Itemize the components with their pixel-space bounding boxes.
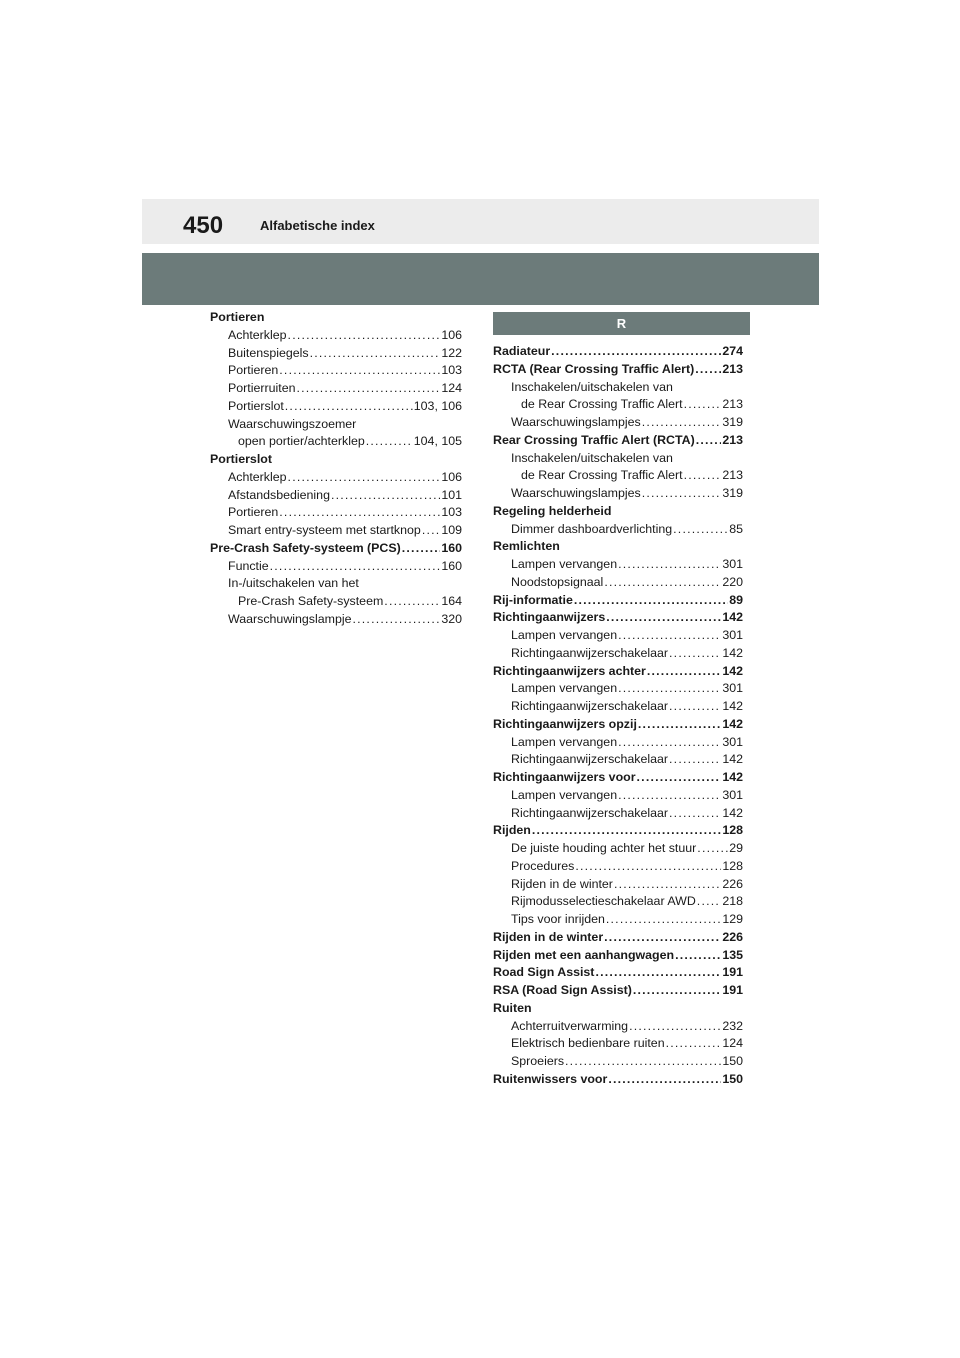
page-reference: 129 bbox=[722, 912, 743, 926]
index-entry bbox=[493, 769, 743, 787]
index-entry bbox=[210, 451, 462, 469]
index-subentry bbox=[493, 805, 743, 823]
entry-label: Portierslot bbox=[210, 452, 272, 466]
index-subentry bbox=[210, 487, 462, 505]
leader-dots bbox=[629, 1018, 721, 1036]
section-title: Alfabetische index bbox=[260, 218, 375, 233]
entry-label: Dimmer dashboardverlichting bbox=[511, 521, 673, 536]
entry-label: Afstandsbediening bbox=[228, 487, 330, 502]
entry-label: Smart entry-systeem met startknop bbox=[228, 523, 421, 537]
entry-label: Road Sign Assist bbox=[493, 965, 595, 980]
leader-dots bbox=[618, 556, 721, 574]
page-reference: 128 bbox=[722, 858, 743, 873]
leader-dots bbox=[642, 414, 722, 432]
index-subentry bbox=[493, 467, 743, 485]
index-entry bbox=[493, 361, 743, 379]
entry-label: Portierslot bbox=[228, 398, 284, 413]
entry-label: Inschakelen/uitschakelen van bbox=[511, 450, 673, 465]
index-subentry bbox=[493, 396, 743, 414]
entry-label: Rijden bbox=[493, 823, 531, 838]
index-entry bbox=[493, 343, 743, 361]
page-reference: 150 bbox=[722, 1071, 743, 1086]
leader-dots bbox=[532, 822, 721, 840]
page-number: 450 bbox=[183, 212, 224, 239]
leader-dots bbox=[642, 485, 722, 503]
entry-label: Lampen vervangen bbox=[511, 557, 618, 571]
entry-label: Richtingaanwijzers bbox=[493, 610, 606, 625]
entry-label: Elektrisch bedienbare ruiten bbox=[511, 1036, 665, 1051]
entry-label: Functie bbox=[228, 558, 269, 573]
page-reference: 160 bbox=[441, 558, 462, 573]
entry-label: Pre-Crash Safety-systeem bbox=[238, 594, 384, 608]
index-subentry bbox=[493, 698, 743, 716]
index-entry bbox=[493, 947, 743, 965]
page-reference: 142 bbox=[722, 752, 743, 767]
index-entry bbox=[493, 716, 743, 734]
entry-label: Rear Crossing Traffic Alert (RCTA) bbox=[493, 432, 695, 447]
entry-label: Rij-informatie bbox=[493, 592, 573, 607]
page-reference: 106 bbox=[441, 327, 462, 342]
leader-dots bbox=[618, 627, 721, 645]
index-subentry bbox=[493, 1053, 743, 1071]
entry-label: Ruiten bbox=[493, 1000, 532, 1015]
entry-label: Radiateur bbox=[493, 344, 551, 358]
page-reference: 142 bbox=[722, 610, 743, 625]
entry-label: Achterklep bbox=[228, 327, 287, 342]
page-reference: 142 bbox=[722, 645, 743, 660]
leader-dots bbox=[366, 433, 413, 451]
page-reference: 103, 106 bbox=[413, 398, 462, 413]
entry-label: Waarschuwingslampjes bbox=[511, 415, 641, 429]
page-reference: 101 bbox=[441, 487, 462, 502]
page-reference: 142 bbox=[722, 699, 743, 713]
letter-header: R bbox=[493, 312, 750, 335]
header-bar bbox=[142, 199, 819, 244]
entry-label: Waarschuwingszoemer bbox=[228, 416, 357, 431]
index-subentry bbox=[210, 416, 462, 434]
entry-label: Ruitenwissers voor bbox=[493, 1071, 608, 1086]
index-column-left bbox=[210, 309, 462, 629]
entry-label: Rijden in de winter bbox=[493, 929, 604, 944]
index-subentry bbox=[493, 627, 743, 645]
leader-dots bbox=[565, 1053, 721, 1071]
page-reference: 103 bbox=[441, 363, 462, 378]
leader-dots bbox=[288, 327, 441, 345]
entry-label: Waarschuwingslampjes bbox=[511, 486, 641, 500]
index-entry bbox=[493, 929, 743, 947]
leader-dots bbox=[633, 982, 721, 1000]
page-reference: 89 bbox=[729, 592, 743, 607]
page-reference: 103 bbox=[441, 505, 462, 520]
index-subentry bbox=[493, 734, 743, 752]
leader-dots bbox=[695, 361, 721, 379]
page-reference: 213 bbox=[722, 468, 743, 483]
leader-dots bbox=[604, 929, 721, 947]
index-entry bbox=[493, 503, 743, 521]
leader-dots bbox=[279, 504, 440, 522]
page-reference: 226 bbox=[722, 929, 743, 944]
entry-label: Rijden in de winter bbox=[511, 876, 613, 891]
leader-dots bbox=[675, 947, 721, 965]
entry-label: Portierruiten bbox=[228, 381, 296, 395]
leader-dots bbox=[673, 521, 728, 539]
entry-label: de Rear Crossing Traffic Alert bbox=[521, 468, 683, 483]
page-reference: 109 bbox=[441, 523, 462, 537]
header-band bbox=[142, 253, 819, 305]
index-subentry bbox=[210, 362, 462, 380]
index-column-right bbox=[493, 312, 743, 1089]
index-list-right bbox=[493, 343, 743, 1089]
entry-label: Buitenspiegels bbox=[228, 345, 309, 360]
leader-dots bbox=[353, 611, 441, 629]
index-subentry bbox=[493, 574, 743, 592]
page-reference: 274 bbox=[722, 344, 743, 358]
entry-label: Tips voor inrijden bbox=[511, 912, 605, 926]
entry-label: Remlichten bbox=[493, 539, 560, 554]
leader-dots bbox=[422, 522, 441, 540]
index-entry bbox=[493, 592, 743, 610]
leader-dots bbox=[697, 893, 722, 911]
page-reference: 301 bbox=[722, 787, 743, 802]
leader-dots bbox=[614, 876, 721, 894]
leader-dots bbox=[331, 487, 440, 505]
page-reference: 213 bbox=[722, 361, 743, 376]
index-subentry bbox=[493, 1018, 743, 1036]
leader-dots bbox=[279, 362, 440, 380]
page-reference: 319 bbox=[722, 486, 743, 500]
page-reference: 29 bbox=[729, 841, 743, 855]
index-subentry bbox=[493, 680, 743, 698]
page-reference: 213 bbox=[722, 432, 743, 447]
leader-dots bbox=[285, 398, 413, 416]
entry-label: Sproeiers bbox=[511, 1054, 565, 1068]
entry-label: RSA (Road Sign Assist) bbox=[493, 983, 632, 997]
entry-label: Pre-Crash Safety-systeem (PCS) bbox=[210, 540, 401, 555]
entry-label: Lampen vervangen bbox=[511, 787, 618, 802]
leader-dots bbox=[608, 1071, 721, 1089]
index-entry bbox=[210, 540, 462, 558]
entry-label: Richtingaanwijzerschakelaar bbox=[511, 699, 669, 713]
index-subentry bbox=[493, 893, 743, 911]
page-reference: 106 bbox=[441, 469, 462, 484]
leader-dots bbox=[604, 574, 721, 592]
page-reference: 150 bbox=[722, 1054, 743, 1068]
page-reference: 122 bbox=[441, 345, 462, 360]
leader-dots bbox=[684, 396, 722, 414]
index-subentry bbox=[210, 398, 462, 416]
index-subentry bbox=[210, 593, 462, 611]
entry-label: Portieren bbox=[210, 310, 265, 324]
index-entry bbox=[493, 982, 743, 1000]
leader-dots bbox=[647, 663, 721, 681]
page-reference: 213 bbox=[722, 397, 743, 412]
index-subentry bbox=[493, 751, 743, 769]
page-reference: 218 bbox=[722, 894, 743, 909]
page-reference: 104, 105 bbox=[413, 434, 462, 449]
leader-dots bbox=[551, 343, 721, 361]
entry-label: Rijmodusselectieschakelaar AWD bbox=[511, 894, 696, 909]
entry-label: Richtingaanwijzers achter bbox=[493, 663, 646, 678]
leader-dots bbox=[669, 805, 721, 823]
leader-dots bbox=[402, 540, 441, 558]
page-reference: 142 bbox=[722, 663, 743, 678]
index-entry bbox=[493, 663, 743, 681]
entry-label: In-/uitschakelen van het bbox=[228, 576, 359, 591]
entry-label: Portieren bbox=[228, 505, 279, 520]
page-reference: 142 bbox=[722, 716, 743, 731]
entry-label: Richtingaanwijzerschakelaar bbox=[511, 752, 669, 767]
page-reference: 128 bbox=[722, 823, 743, 838]
entry-label: Achterruitverwarming bbox=[511, 1018, 629, 1033]
entry-label: open portier/achterklep bbox=[238, 434, 365, 449]
index-subentry bbox=[210, 558, 462, 576]
page-reference: 160 bbox=[441, 540, 462, 555]
index-subentry bbox=[493, 379, 743, 397]
leader-dots bbox=[669, 698, 721, 716]
entry-label: Richtingaanwijzerschakelaar bbox=[511, 805, 669, 820]
entry-label: Lampen vervangen bbox=[511, 734, 618, 749]
entry-label: RCTA (Rear Crossing Traffic Alert) bbox=[493, 361, 695, 376]
entry-label: Achterklep bbox=[228, 469, 287, 484]
page-reference: 85 bbox=[729, 521, 743, 536]
leader-dots bbox=[606, 911, 721, 929]
index-entry bbox=[493, 432, 743, 450]
index-subentry bbox=[493, 787, 743, 805]
index-subentry bbox=[210, 469, 462, 487]
leader-dots bbox=[288, 469, 441, 487]
page-reference: 320 bbox=[441, 611, 462, 626]
index-entry bbox=[493, 609, 743, 627]
page-reference: 124 bbox=[441, 381, 462, 395]
page-reference: 142 bbox=[722, 805, 743, 820]
page-reference: 319 bbox=[722, 415, 743, 429]
leader-dots bbox=[310, 345, 441, 363]
page-reference: 220 bbox=[722, 574, 743, 589]
index-entry bbox=[493, 538, 743, 556]
page-reference: 226 bbox=[722, 876, 743, 891]
index-subentry bbox=[210, 611, 462, 629]
index-subentry bbox=[493, 858, 743, 876]
index-subentry bbox=[493, 414, 743, 432]
page-reference: 191 bbox=[722, 983, 743, 997]
index-subentry bbox=[210, 575, 462, 593]
index-entry bbox=[493, 964, 743, 982]
index-subentry bbox=[493, 450, 743, 468]
entry-label: Richtingaanwijzers voor bbox=[493, 770, 636, 784]
entry-label: de Rear Crossing Traffic Alert bbox=[521, 397, 683, 412]
leader-dots bbox=[575, 858, 721, 876]
leader-dots bbox=[697, 840, 728, 858]
index-entry bbox=[210, 309, 462, 327]
entry-label: Inschakelen/uitschakelen van bbox=[511, 379, 673, 394]
leader-dots bbox=[618, 680, 721, 698]
entry-label: Richtingaanwijzers opzij bbox=[493, 716, 637, 731]
index-subentry bbox=[493, 521, 743, 539]
index-subentry bbox=[493, 645, 743, 663]
leader-dots bbox=[270, 558, 441, 576]
index-subentry bbox=[210, 380, 462, 398]
entry-label: Lampen vervangen bbox=[511, 628, 618, 642]
entry-label: De juiste houding achter het stuur bbox=[511, 841, 697, 855]
entry-label: Portieren bbox=[228, 363, 279, 378]
index-subentry bbox=[493, 876, 743, 894]
index-entry bbox=[493, 822, 743, 840]
page-reference: 142 bbox=[722, 770, 743, 784]
page-reference: 124 bbox=[722, 1036, 743, 1051]
page-reference: 164 bbox=[441, 594, 462, 608]
leader-dots bbox=[696, 432, 722, 450]
page-reference: 232 bbox=[722, 1018, 743, 1033]
page-reference: 301 bbox=[722, 681, 743, 696]
leader-dots bbox=[666, 1035, 722, 1053]
index-subentry bbox=[493, 485, 743, 503]
leader-dots bbox=[595, 964, 721, 982]
page-reference: 301 bbox=[722, 734, 743, 749]
index-subentry bbox=[210, 504, 462, 522]
page-reference: 301 bbox=[722, 628, 743, 642]
entry-label: Waarschuwingslampje bbox=[228, 611, 352, 626]
page-reference: 191 bbox=[722, 965, 743, 980]
leader-dots bbox=[637, 769, 722, 787]
index-subentry bbox=[210, 345, 462, 363]
index-subentry bbox=[493, 840, 743, 858]
entry-label: Rijden met een aanhangwagen bbox=[493, 947, 675, 962]
leader-dots bbox=[574, 592, 728, 610]
leader-dots bbox=[297, 380, 441, 398]
index-subentry bbox=[493, 911, 743, 929]
index-entry bbox=[493, 1000, 743, 1018]
index-subentry bbox=[210, 433, 462, 451]
index-subentry bbox=[493, 556, 743, 574]
index-subentry bbox=[210, 522, 462, 540]
index-subentry bbox=[210, 327, 462, 345]
entry-label: Richtingaanwijzerschakelaar bbox=[511, 645, 669, 660]
leader-dots bbox=[618, 787, 721, 805]
leader-dots bbox=[384, 593, 440, 611]
page-reference: 135 bbox=[722, 947, 743, 962]
leader-dots bbox=[606, 609, 721, 627]
index-entry bbox=[493, 1071, 743, 1089]
index-subentry bbox=[493, 1035, 743, 1053]
leader-dots bbox=[669, 645, 721, 663]
leader-dots bbox=[618, 734, 721, 752]
leader-dots bbox=[684, 467, 722, 485]
leader-dots bbox=[669, 751, 721, 769]
page-reference: 301 bbox=[722, 557, 743, 571]
entry-label: Lampen vervangen bbox=[511, 681, 618, 696]
leader-dots bbox=[638, 716, 721, 734]
entry-label: Noodstopsignaal bbox=[511, 574, 604, 589]
entry-label: Regeling helderheid bbox=[493, 503, 612, 518]
entry-label: Procedures bbox=[511, 858, 575, 873]
